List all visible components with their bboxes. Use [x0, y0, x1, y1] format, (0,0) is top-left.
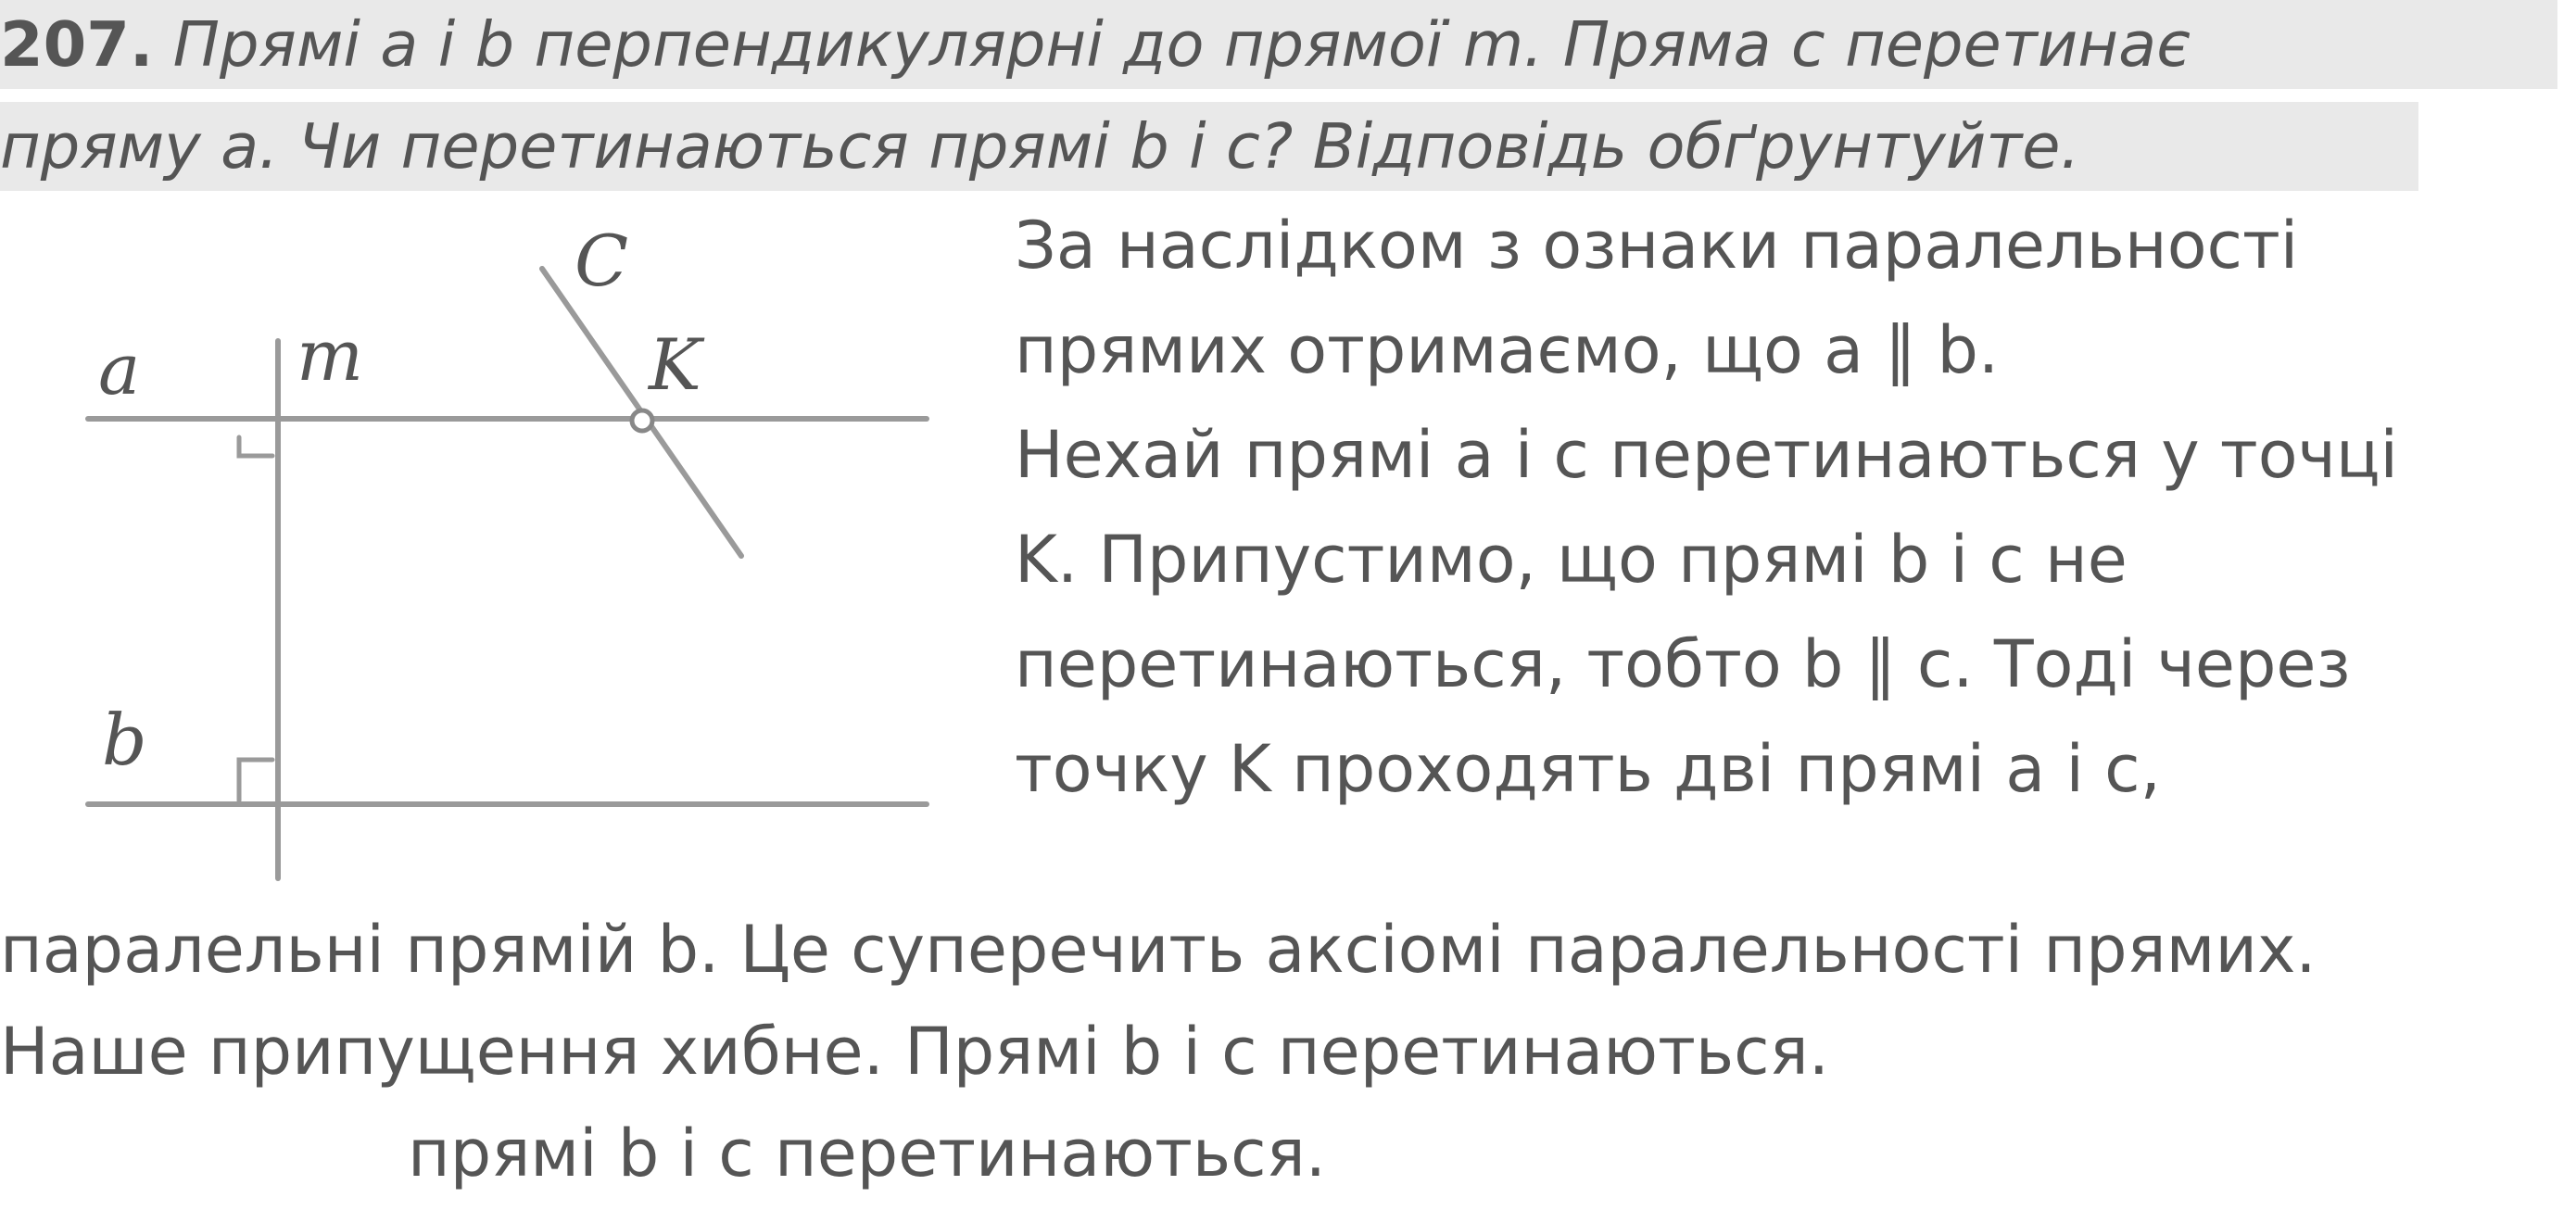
answer-text: прямі b і c перетинаються.	[408, 1116, 1327, 1191]
label-k: K	[649, 323, 701, 406]
label-b: b	[102, 699, 147, 781]
geometry-diagram	[0, 204, 973, 908]
problem-statement-line-2	[0, 102, 2418, 191]
label-m: m	[297, 314, 364, 397]
solution-line-7: паралельні прямій b. Це суперечить аксіомі паралельності прямих.	[0, 912, 2317, 988]
solution-line-1: За наслідком з ознаки паралельності	[1015, 208, 2299, 284]
solution-line-8: Наше припущення хибне. Прямі b і c перетинаються.	[0, 1014, 1829, 1090]
solution-line-2: прямих отримаємо, що a ∥ b.	[1015, 312, 2000, 388]
right-angle-mark-a	[239, 437, 272, 456]
problem-text-line-1: Прямі a і b перпендикулярні до прямої m. Пряма c перетинає	[172, 8, 2191, 81]
problem-number: 207.	[0, 8, 154, 81]
problem-statement-line-1	[0, 0, 2557, 89]
label-a: a	[98, 328, 141, 410]
solution-line-5: перетинаються, тобто b ∥ c. Тоді через	[1015, 626, 2351, 702]
solution-line-4: K. Припустимо, що прямі b і c не	[1015, 522, 2128, 598]
label-c: C	[575, 220, 629, 302]
solution-line-3: Нехай прямі a і c перетинаються у точці	[1015, 417, 2398, 493]
solution-line-6: точку K проходять дві прямі a і c,	[1015, 731, 2161, 807]
right-angle-mark-b	[239, 760, 272, 801]
point-k	[632, 410, 652, 431]
problem-text-line-2: пряму a. Чи перетинаються прямі b і c? Відповідь обґрунтуйте.	[0, 110, 2080, 183]
